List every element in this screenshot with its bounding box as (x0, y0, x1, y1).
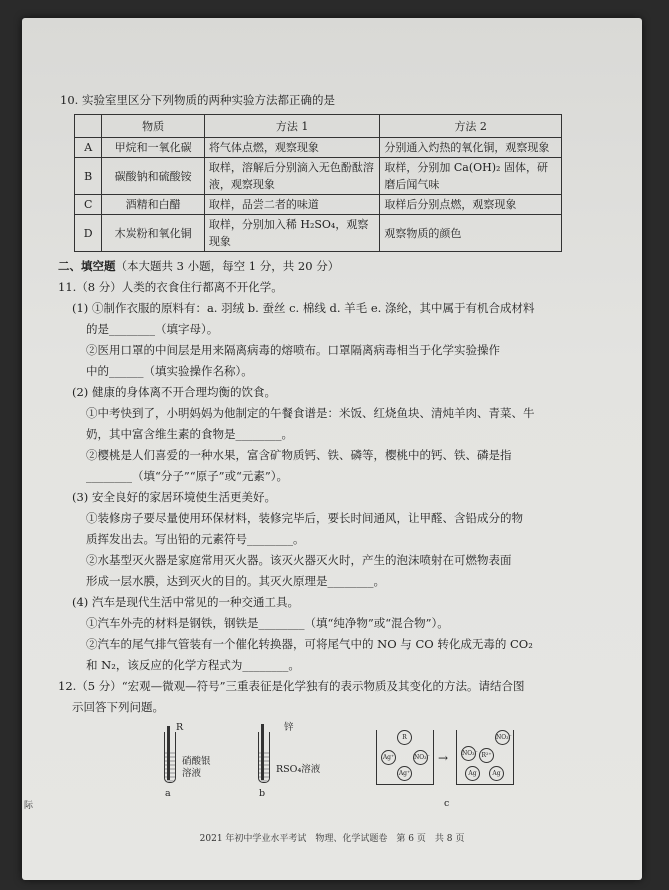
particle-no3-ion: NO₃⁻ (461, 746, 476, 761)
question-11-stem: 11.（8 分）人类的衣食住行都离不开化学。 (58, 280, 283, 294)
option-substance: 碳酸钠和硫酸铵 (102, 158, 204, 195)
section-2-note: （本大题共 3 小题，每空 1 分，共 20 分） (115, 259, 340, 273)
label-agno3-1: 硝酸银 (182, 756, 211, 767)
section-2-heading (58, 256, 608, 277)
q11-text-line: (3) 安全良好的家居环境使生活更美好。 (72, 490, 276, 504)
q11-text-line: ②医用口罩的中间层是用来隔离病毒的熔喷布。口罩隔离病毒相当于化学实验操作 (86, 343, 500, 357)
label-rso4: RSO₄溶液 (276, 764, 321, 775)
option-substance: 木炭粉和氧化铜 (102, 215, 204, 252)
label-agno3-2: 溶液 (182, 768, 202, 779)
test-tube-b (258, 732, 270, 783)
q11-text-line: (4) 汽车是现代生活中常见的一种交通工具。 (72, 595, 299, 609)
figure-b-caption: b (259, 788, 266, 799)
q11-text-line: ①装修房子要尽量使用环保材料，装修完毕后，要长时间通风，让甲醛、含铅成分的物 (86, 511, 523, 525)
table-header-row (75, 115, 562, 138)
option-key: B (75, 158, 102, 195)
table-header-cell: 方法 2 (380, 115, 562, 138)
section-2-title: 二、填空题 (58, 259, 116, 273)
beaker-before (376, 730, 434, 785)
option-method-2: 分别通入灼热的氧化铜，观察现象 (380, 138, 562, 158)
particle-r: R (397, 730, 412, 745)
q11-text-line: 质挥发出去。写出铅的元素符号________。 (86, 532, 305, 546)
figure-c-caption: c (444, 798, 450, 809)
table-row (75, 138, 562, 158)
option-method-2: 观察物质的颜色 (380, 215, 562, 252)
option-substance: 甲烷和一氧化碳 (102, 138, 204, 158)
exam-page (22, 18, 642, 880)
q11-text-line: 和 N₂，该反应的化学方程式为________。 (86, 658, 300, 672)
q11-text-line: (2) 健康的身体离不开合理均衡的饮食。 (72, 385, 276, 399)
q11-text-line: ②水基型灭火器是家庭常用灭火器。该灭火器灭火时，产生的泡沫喷射在可燃物表面 (86, 553, 512, 567)
question-10-table (74, 114, 562, 252)
question-10-stem: 10. 实验室里区分下列物质的两种实验方法都正确的是 (60, 93, 335, 107)
question-12-figures (58, 722, 608, 818)
q11-text-line: ①中考快到了，小明妈妈为他制定的午餐食谱是：米饭、红烧鱼块、清炖羊肉、青菜、牛 (86, 406, 535, 420)
q11-text-line: 中的______（填实验操作名称）。 (86, 364, 253, 378)
metal-r-strip (167, 726, 170, 780)
page-content (58, 90, 608, 818)
option-method-1: 取样，品尝二者的味道 (204, 195, 380, 215)
q11-text-line: 的是________（填字母）。 (86, 322, 219, 336)
margin-mark: 际 (24, 801, 34, 811)
table-header-cell: 方法 1 (204, 115, 380, 138)
q11-text-line: ①汽车外壳的材料是钢铁，钢铁是________（填“纯净物”或“混合物”）。 (86, 616, 449, 630)
particle-no3-ion: NO₃⁻ (495, 730, 510, 745)
particle-ag-atom: Ag (465, 766, 480, 781)
table-header-cell: 物质 (102, 115, 204, 138)
option-method-2: 取样，分别加 Ca(OH)₂ 固体，研磨后闻气味 (380, 158, 562, 195)
option-key: A (75, 138, 102, 158)
question-12-stem: 12.（5 分）“宏观—微观—符号”三重表征是化学独有的表示物质及其变化的方法。请结合图 (58, 679, 525, 693)
q11-text-line: ________（填“分子”“原子”或“元素”）。 (86, 469, 289, 483)
table-row (75, 195, 562, 215)
q11-text-line: ②樱桃是人们喜爱的一种水果，富含矿物质钙、铁、磷等，樱桃中的钙、铁、磷是指 (86, 448, 512, 462)
particle-no3-ion: NO₃⁻ (413, 750, 428, 765)
q11-text-line: 奶，其中富含维生素的食物是________。 (86, 427, 293, 441)
particle-ag-ion: Ag⁺ (381, 750, 396, 765)
option-method-1: 将气体点燃，观察现象 (204, 138, 380, 158)
beaker-after (456, 730, 514, 785)
particle-ag-atom: Ag (489, 766, 504, 781)
option-method-2: 取样后分别点燃，观察现象 (380, 195, 562, 215)
label-r: R (176, 722, 184, 733)
particle-ag-ion: Ag⁺ (397, 766, 412, 781)
label-zinc: 锌 (284, 722, 294, 733)
particle-r2-ion: R²⁺ (479, 748, 494, 763)
option-method-1: 取样，分别加入稀 H₂SO₄，观察现象 (204, 215, 380, 252)
zinc-strip (261, 724, 264, 780)
q11-text-line: ②汽车的尾气排气管装有一个催化转换器，可将尾气中的 NO 与 CO 转化成无毒的 CO₂ (86, 637, 533, 651)
option-substance: 酒精和白醋 (102, 195, 204, 215)
table-row (75, 215, 562, 252)
arrow-icon: → (438, 751, 449, 765)
page-footer: 2021 年初中学业水平考试 物理、化学试题卷 第 6 页 共 8 页 (199, 834, 465, 844)
figure-a-caption: a (165, 788, 171, 799)
test-tube-a (164, 732, 176, 783)
table-row (75, 158, 562, 195)
question-12-stem-cont: 示回答下列问题。 (72, 700, 164, 714)
q11-text-line: 形成一层水膜，达到灭火的目的。其灭火原理是________。 (86, 574, 385, 588)
option-key: D (75, 215, 102, 252)
table-header-cell (75, 115, 102, 138)
q11-text-line: (1) ①制作衣服的原料有：a. 羽绒 b. 蚕丝 c. 棉线 d. 羊毛 e. 涤纶，其中属于有机合成材料 (72, 301, 535, 315)
option-method-1: 取样，溶解后分别滴入无色酚酞溶液，观察现象 (204, 158, 380, 195)
option-key: C (75, 195, 102, 215)
